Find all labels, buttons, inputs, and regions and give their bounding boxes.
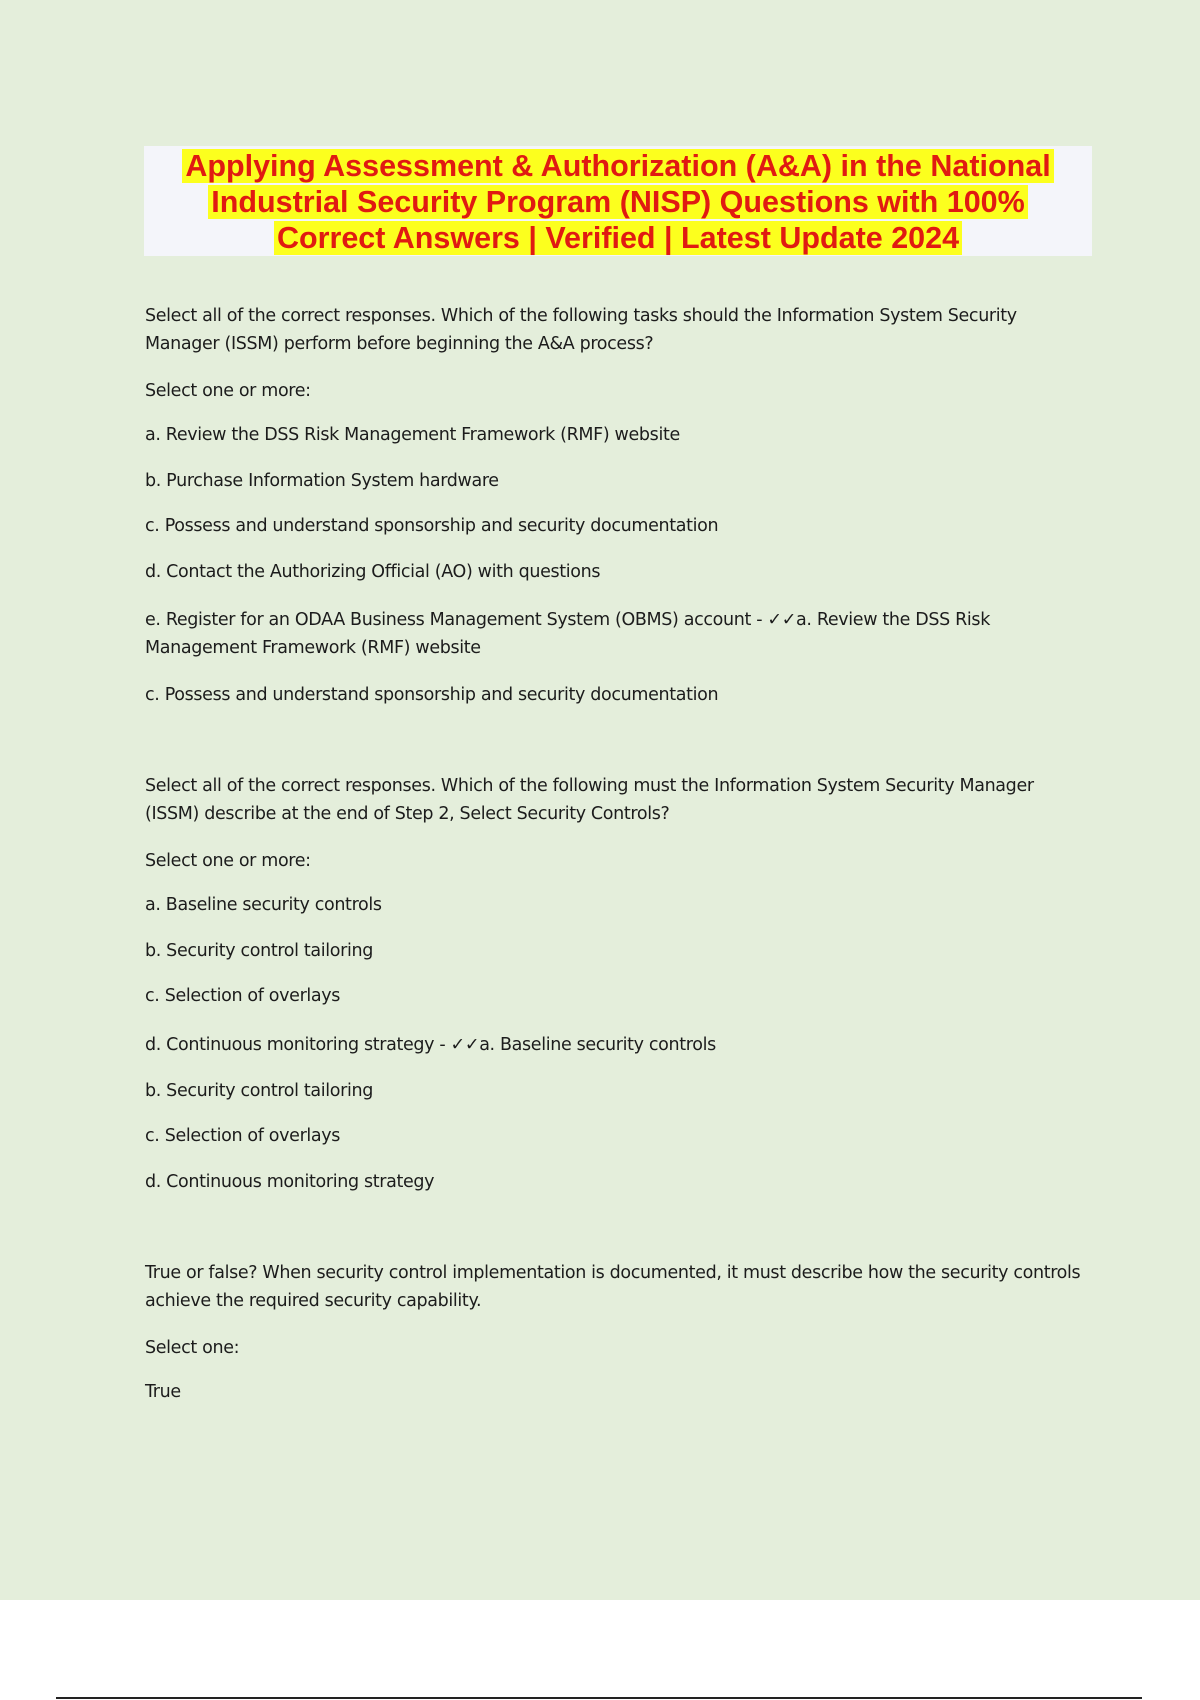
question-1-answer: e. Register for an ODAA Business Management System (OBMS) account - ✓✓a. Review the DSS Risk Management Framework (RMF) website	[145, 610, 990, 658]
footer-divider	[56, 1697, 1142, 1699]
question-2-option: d. Continuous monitoring strategy	[145, 1172, 435, 1192]
question-2-answer: d. Continuous monitoring strategy - ✓✓a. Baseline security controls	[145, 1035, 716, 1055]
question-3-text: True or false? When security control implementation is documented, it must describe how the security controls achieve the required security capability.	[145, 1263, 1081, 1311]
document-title	[182, 148, 1053, 256]
question-2-option: a. Baseline security controls	[145, 895, 382, 915]
document-title-box	[144, 146, 1092, 256]
question-1-option: a. Review the DSS Risk Management Framework (RMF) website	[145, 425, 680, 445]
title-line-3: Correct Answers | Verified | Latest Update 2024	[274, 221, 962, 255]
question-1-option: c. Possess and understand sponsorship and security documentation	[145, 516, 719, 536]
question-1-instruction: Select one or more:	[145, 381, 311, 401]
question-1-option: c. Possess and understand sponsorship and security documentation	[145, 685, 719, 705]
title-line-2: Industrial Security Program (NISP) Questions with 100%	[208, 185, 1028, 219]
question-1-text: Select all of the correct responses. Which of the following tasks should the Information System Security Manager (ISSM) perform before beginning the A&A process?	[145, 306, 1017, 354]
question-3-option: True	[145, 1382, 181, 1402]
question-2-option: c. Selection of overlays	[145, 1126, 341, 1146]
question-2-instruction: Select one or more:	[145, 851, 311, 871]
question-1-option: b. Purchase Information System hardware	[145, 471, 499, 491]
question-1-option: d. Contact the Authorizing Official (AO) with questions	[145, 562, 601, 582]
question-2-option: b. Security control tailoring	[145, 1081, 374, 1101]
question-2-option: b. Security control tailoring	[145, 941, 374, 961]
question-2-text: Select all of the correct responses. Which of the following must the Information System Security Manager (ISSM) describe at the end of Step 2, Select Security Controls?	[145, 776, 1034, 824]
question-3-instruction: Select one:	[145, 1338, 240, 1358]
question-2-option: c. Selection of overlays	[145, 986, 341, 1006]
title-line-1: Applying Assessment & Authorization (A&A) in the National	[182, 149, 1053, 183]
